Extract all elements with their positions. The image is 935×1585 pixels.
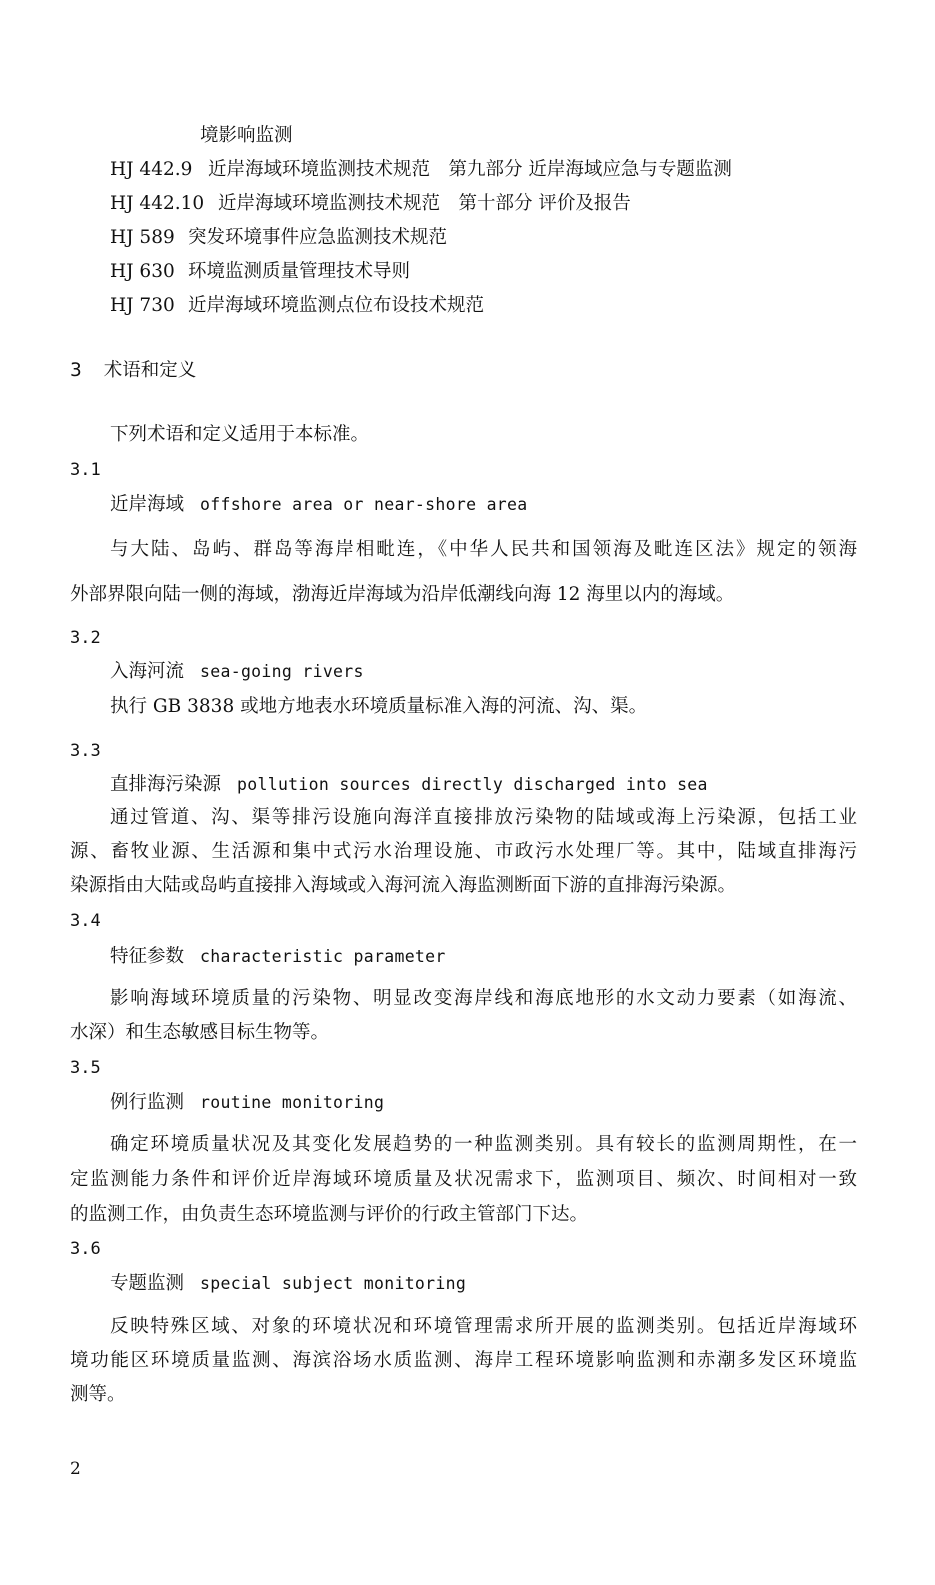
term-heading [110,773,708,797]
term-heading [110,945,446,969]
term-definition-line: 与大陆、岛屿、群岛等海岸相毗连，《中华人民共和国领海及毗连区法》规定的领海 [110,539,857,560]
term-en: routine monitoring [200,1093,385,1112]
term-heading [110,660,364,684]
ref-title: 突发环境事件应急监测技术规范 [188,227,448,248]
term-zh: 直排海污染源 [110,774,222,795]
ref-continuation: 境影响监测 [200,125,293,146]
term-definition-line: 影响海域环境质量的污染物、明显改变海岸线和海底地形的水文动力要素（如海流、 [110,988,857,1009]
term-heading [110,1091,384,1115]
section-heading [70,359,196,383]
ref-item [110,294,484,318]
ref-code: HJ 589 [110,227,175,248]
ref-item [110,158,732,182]
ref-title: 近岸海域环境监测点位布设技术规范 [188,295,485,316]
ref-code: HJ 442.10 [110,193,205,214]
term-zh: 特征参数 [110,946,185,967]
section-number: 3 [70,360,82,381]
term-definition-line: 测等。 [70,1384,126,1405]
section-title: 术语和定义 [103,360,197,381]
term-heading [110,1272,466,1296]
ref-title: 近岸海域环境监测技术规范 第九部分 近岸海域应急与专题监测 [208,159,732,180]
term-en: sea-going rivers [200,662,364,681]
term-en: special subject monitoring [200,1274,467,1293]
term-en: offshore area or near-shore area [200,495,528,514]
term-zh: 近岸海域 [110,494,185,515]
term-number: 3.4 [70,911,101,931]
ref-code: HJ 730 [110,295,175,316]
ref-item [110,260,410,284]
term-definition-line: 外部界限向陆一侧的海域，渤海近岸海域为沿岸低潮线向海 12 海里以内的海域。 [70,584,735,605]
term-definition-line: 通过管道、沟、渠等排污设施向海洋直接排放污染物的陆域或海上污染源，包括工业 [110,807,857,828]
term-number: 3.6 [70,1239,101,1259]
term-number: 3.1 [70,460,101,480]
ref-title: 环境监测质量管理技术导则 [188,261,411,282]
term-zh: 专题监测 [110,1273,185,1294]
ref-item [110,192,631,216]
term-definition-line: 境功能区环境质量监测、海滨浴场水质监测、海岸工程环境影响监测和赤潮多发区环境监 [70,1350,857,1371]
term-definition-line: 执行 GB 3838 或地方地表水环境质量标准入海的河流、沟、渠。 [110,696,648,717]
term-heading [110,493,528,517]
term-number: 3.3 [70,741,101,761]
ref-item [110,226,447,250]
term-definition-line: 水深）和生态敏感目标生物等。 [70,1022,330,1043]
term-en: pollution sources directly discharged into sea [237,775,708,794]
term-number: 3.2 [70,628,101,648]
ref-code: HJ 630 [110,261,175,282]
term-definition-line: 定监测能力条件和评价近岸海域环境质量及状况需求下，监测项目、频次、时间相对一致 [70,1169,857,1190]
term-definition-line: 染源指由大陆或岛屿直接排入海域或入海河流入海监测断面下游的直排海污染源。 [70,875,737,896]
term-definition-line: 反映特殊区域、对象的环境状况和环境管理需求所开展的监测类别。包括近岸海域环 [110,1316,857,1337]
term-number: 3.5 [70,1058,101,1078]
term-definition-line: 源、畜牧业源、生活源和集中式污水治理设施、市政污水处理厂等。其中，陆域直排海污 [70,841,857,862]
term-zh: 入海河流 [110,661,185,682]
section-intro: 下列术语和定义适用于本标准。 [110,424,370,445]
term-definition-line: 的监测工作，由负责生态环境监测与评价的行政主管部门下达。 [70,1204,589,1225]
ref-title: 近岸海域环境监测技术规范 第十部分 评价及报告 [218,193,631,214]
term-en: characteristic parameter [200,947,446,966]
term-zh: 例行监测 [110,1092,185,1113]
term-definition-line: 确定环境质量状况及其变化发展趋势的一种监测类别。具有较长的监测周期性，在一 [110,1134,857,1155]
page-number: 2 [70,1459,81,1479]
ref-code: HJ 442.9 [110,159,193,180]
